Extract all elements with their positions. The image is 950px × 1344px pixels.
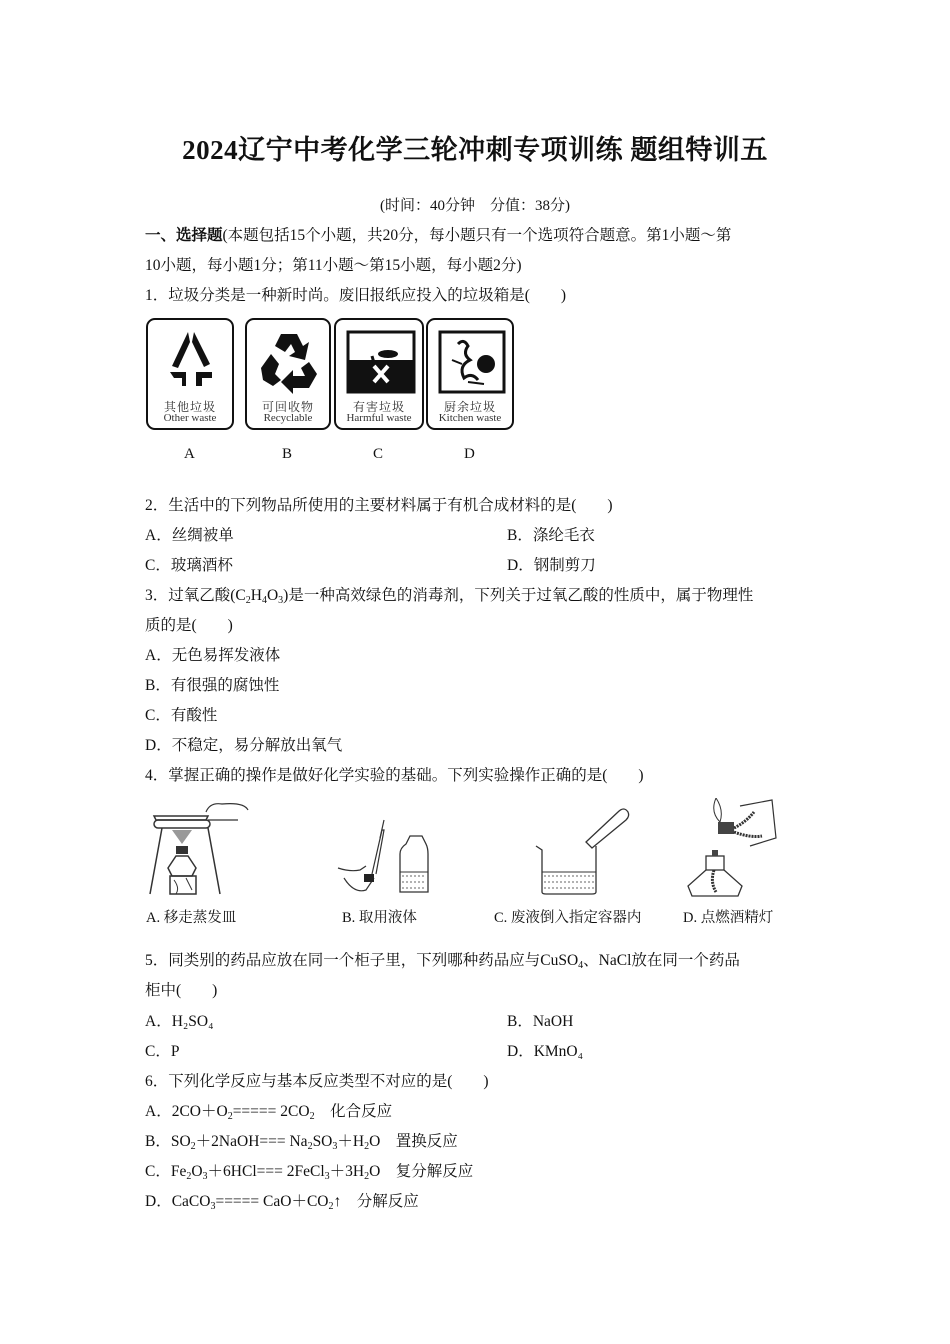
question-4-stem: 4．掌握正确的操作是做好化学实验的基础。下列实验操作正确的是( ) — [145, 767, 644, 784]
other-waste-icon — [148, 320, 236, 400]
option-6d: D．CaCO$_3$===== $CaO+CO_2↑$ 分解反应 — [145, 1193, 419, 1212]
question-3-stem-line1: 3．过氧乙酸$(C_2H_4O_3)$是一种高效绿色的消毒剂，下列关于过氧乙酸的性质中，属于物理性 — [145, 587, 754, 606]
exp-label-a: A. 移走蒸发皿 — [146, 910, 237, 926]
section-heading: 一、选择题 — [145, 227, 223, 244]
option-6c: C．$Fe_2O_3+6HCl===$ $2FeCl_3+3H_2O$ 复分解反应 — [145, 1163, 474, 1182]
section-intro-line1 — [145, 226, 731, 246]
sign-cn-label: 其他垃圾 — [163, 400, 216, 414]
section-desc: (本题包括15个小题，共20分，每小题只有一个选项符合题意。第1小题～第 — [222, 227, 732, 244]
sign-en-label: Harmful waste — [346, 412, 412, 424]
section-intro-line2: 10小题，每小题1分；第11小题～第15小题，每小题2分) — [145, 257, 522, 274]
question-3-stem-line2: 质的是( ) — [145, 617, 233, 634]
option-2b: B．涤纶毛衣 — [507, 527, 595, 544]
option-2c: C．玻璃酒杯 — [145, 557, 233, 574]
question-2-stem: 2．生活中的下列物品所使用的主要材料属于有机合成材料的是( ) — [145, 497, 613, 514]
harmful-waste-icon — [336, 320, 426, 400]
recycle-icon — [247, 320, 333, 400]
sign-letter-c: C — [373, 446, 384, 462]
sign-kitchen-waste — [426, 318, 514, 430]
option-6b: B．$SO_2+2NaOH=== Na_2SO_3+H_2O$ 置换反应 — [145, 1133, 458, 1152]
beaker-pouring-illustration — [530, 798, 640, 898]
option-6a: A．$2CO+O_2===== 2CO_2$ 化合反应 — [145, 1103, 393, 1122]
option-3b: B．有很强的腐蚀性 — [145, 677, 280, 694]
question-5-stem-line1: 5．同类别的药品应放在同一个柜子里，下列哪种药品应与CuSO$_4$、NaCl放在同一个药品 — [145, 952, 740, 971]
option-2d: D．钢制剪刀 — [507, 557, 596, 574]
sign-letter-a: A — [184, 446, 195, 462]
sign-en-label: Recyclable — [263, 412, 313, 424]
sign-other-waste — [146, 318, 234, 430]
option-5a: A．H₂SO₄ — [145, 1013, 214, 1030]
sign-cn-label: 有害垃圾 — [352, 400, 405, 414]
document-title: 2024辽宁中考化学三轮冲刺专项训练 题组特训五 — [182, 135, 768, 165]
alcohol-lamp-illustration — [680, 798, 790, 898]
sign-harmful-waste — [334, 318, 424, 430]
exam-meta: (时间：40分钟 分值：38分) — [380, 198, 570, 214]
question-5-stem-line2: 柜中( ) — [145, 982, 218, 999]
kitchen-waste-icon — [428, 320, 516, 400]
sign-recyclable — [245, 318, 331, 430]
question-6-stem: 6．下列化学反应与基本反应类型不对应的是( ) — [145, 1073, 489, 1090]
question-1-stem: 1．垃圾分类是一种新时尚。废旧报纸应投入的垃圾箱是( ) — [145, 287, 567, 304]
sign-en-label: Kitchen waste — [438, 412, 502, 424]
sign-cn-label: 可回收物 — [261, 400, 314, 414]
evaporating-dish-illustration — [146, 798, 256, 898]
option-5c: C．P — [145, 1043, 180, 1060]
option-3c: C．有酸性 — [145, 707, 218, 724]
option-3a: A．无色易挥发液体 — [145, 647, 281, 664]
exp-label-d: D. 点燃酒精灯 — [683, 910, 774, 926]
dropper-illustration — [336, 798, 446, 898]
sign-cn-label: 厨余垃圾 — [443, 400, 496, 414]
option-5b: B．NaOH — [507, 1013, 574, 1030]
option-2a: A．丝绸被单 — [145, 527, 234, 544]
sign-en-label: Other waste — [163, 412, 217, 424]
exp-label-b: B. 取用液体 — [342, 910, 417, 926]
exp-label-c: C. 废液倒入指定容器内 — [494, 910, 642, 926]
option-5d: D．KMnO₄ — [507, 1043, 584, 1060]
sign-letter-d: D — [464, 446, 475, 462]
option-3d: D．不稳定，易分解放出氧气 — [145, 737, 343, 754]
sign-letter-b: B — [282, 446, 293, 462]
